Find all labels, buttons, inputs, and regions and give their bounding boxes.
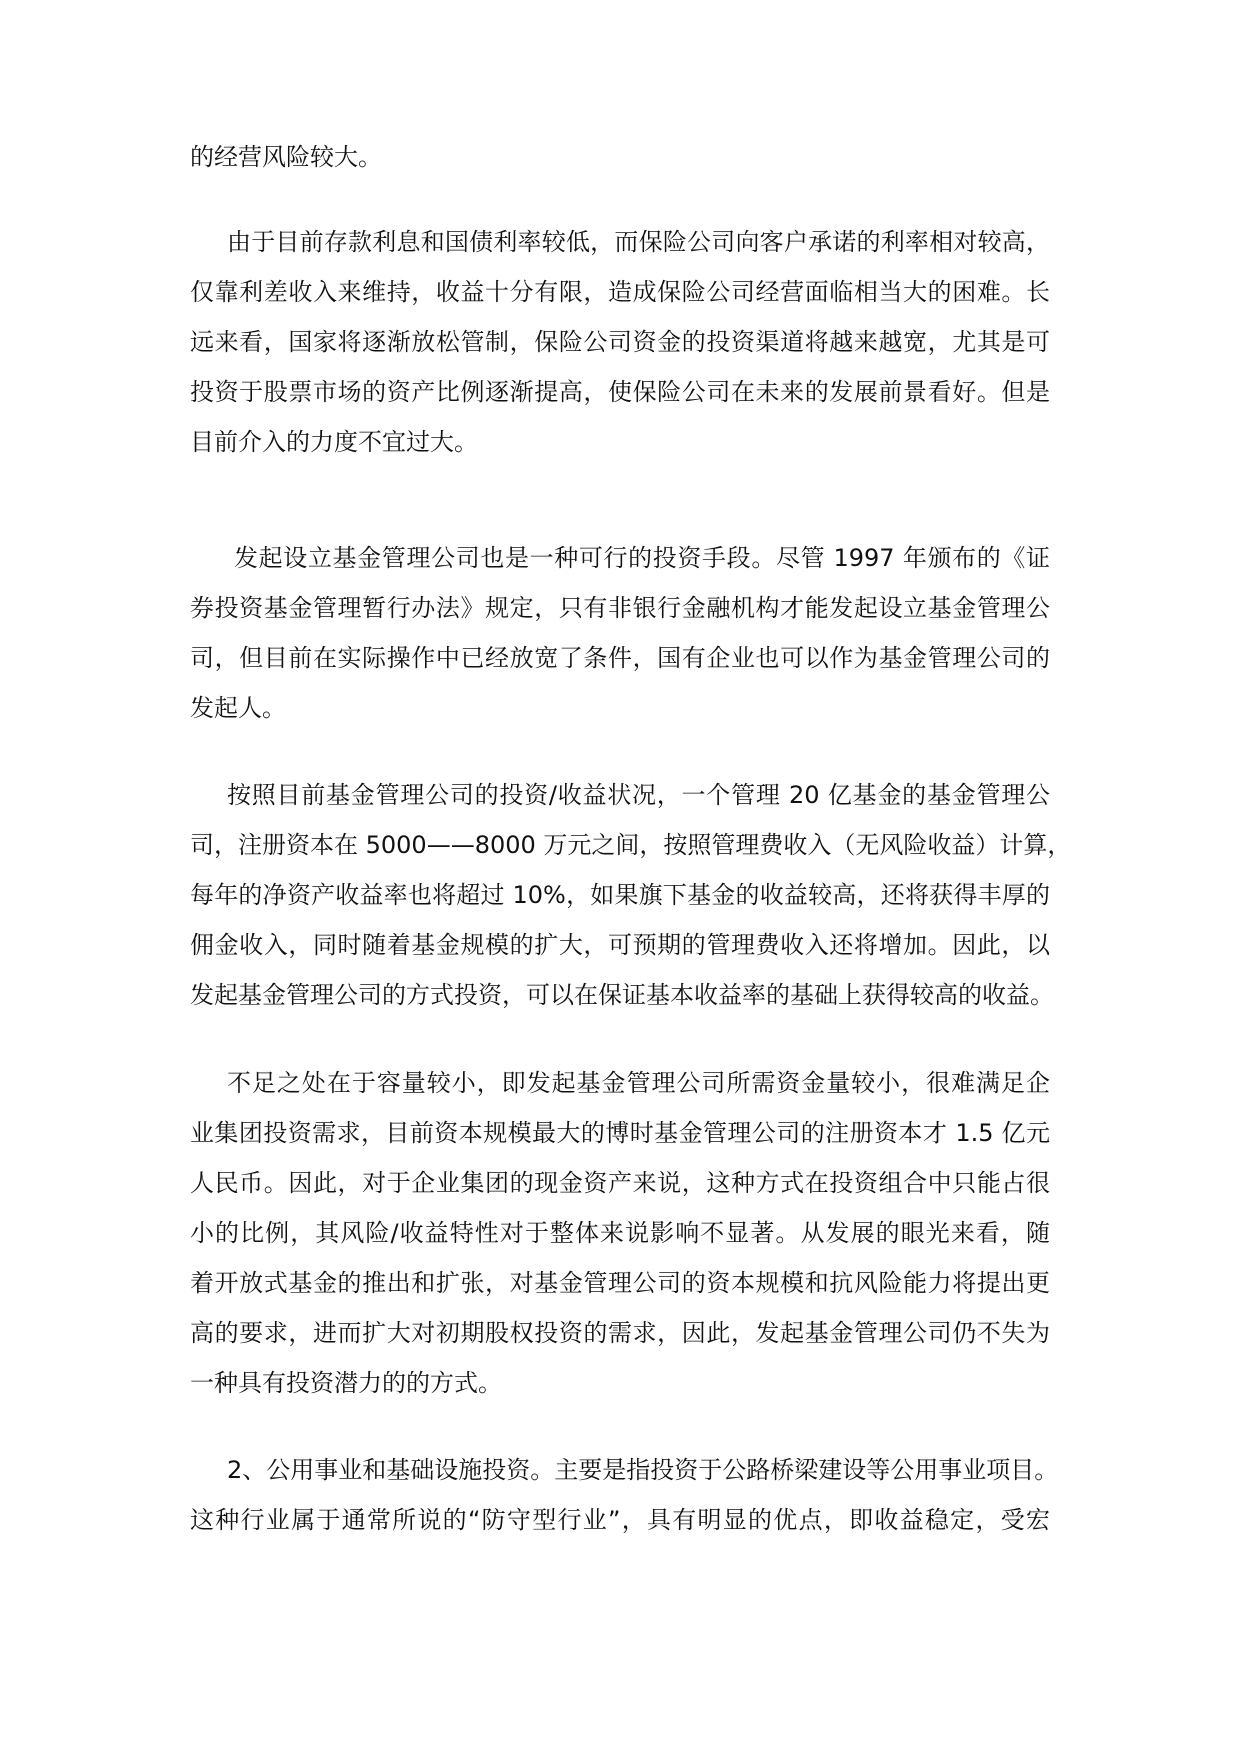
line-text: 发起基金管理公司的方式投资，可以在保证基本收益率的基础上获得较高的收益。 (190, 981, 1054, 1009)
text-line (190, 825, 1072, 865)
text-line (227, 1063, 1050, 1103)
line-text: 投资于股票市场的资产比例逐渐提高，使保险公司在未来的发展前景看好。但是 (190, 378, 1050, 406)
line-text: 仅靠利差收入来维持，收益十分有限，造成保险公司经营面临相当大的困难。长 (190, 278, 1050, 306)
text-line (190, 372, 1050, 412)
text-line (190, 137, 382, 177)
line-text: 司，但目前在实际操作中已经放宽了条件，国有企业也可以作为基金管理公司的 (190, 644, 1050, 672)
text-line (190, 422, 478, 462)
text-line (227, 775, 1050, 815)
text-line (190, 1363, 502, 1403)
line-text: 一种具有投资潜力的的方式。 (190, 1369, 502, 1397)
line-text: 券投资基金管理暂行办法》规定，只有非银行金融机构才能发起设立基金管理公 (190, 594, 1050, 622)
text-line (190, 1500, 1050, 1540)
text-line (234, 538, 1050, 578)
text-line (190, 1163, 1050, 1203)
line-text: 由于目前存款利息和国债利率较低，而保险公司向客户承诺的利率相对较高， (227, 228, 1050, 256)
line-text: 业集团投资需求，目前资本规模最大的博时基金管理公司的注册资本才 1.5 亿元 (190, 1119, 1050, 1147)
text-line (190, 688, 286, 728)
line-text: 小的比例，其风险/收益特性对于整体来说影响不显著。从发展的眼光来看，随 (190, 1219, 1050, 1247)
line-text: 佣金收入，同时随着基金规模的扩大，可预期的管理费收入还将增加。因此，以 (190, 931, 1050, 959)
text-line (190, 1313, 1050, 1353)
text-line (190, 638, 1050, 678)
line-text: 远来看，国家将逐渐放松管制，保险公司资金的投资渠道将越来越宽，尤其是可 (190, 328, 1050, 356)
text-line (190, 272, 1050, 312)
line-text: 这种行业属于通常所说的“防守型行业”，具有明显的优点，即收益稳定，受宏 (190, 1506, 1050, 1534)
line-text: 的经营风险较大。 (190, 143, 382, 171)
text-line (190, 975, 1054, 1015)
text-line (190, 925, 1050, 965)
text-line (190, 1213, 1050, 1253)
text-line (190, 322, 1050, 362)
text-line (190, 1113, 1050, 1153)
line-text: 不足之处在于容量较小，即发起基金管理公司所需资金量较小，很难满足企 (227, 1069, 1050, 1097)
line-text: 发起人。 (190, 694, 286, 722)
line-text: 每年的净资产收益率也将超过 10%，如果旗下基金的收益较高，还将获得丰厚的 (190, 881, 1050, 909)
line-text: 目前介入的力度不宜过大。 (190, 428, 478, 456)
line-text: 2、公用事业和基础设施投资。主要是指投资于公路桥梁建设等公用事业项目。 (227, 1456, 1059, 1484)
text-line (190, 875, 1050, 915)
text-line (227, 1450, 1059, 1490)
line-text: 按照目前基金管理公司的投资/收益状况，一个管理 20 亿基金的基金管理公 (227, 781, 1050, 809)
text-line (190, 1263, 1050, 1303)
line-text: 着开放式基金的推出和扩张，对基金管理公司的资本规模和抗风险能力将提出更 (190, 1269, 1050, 1297)
text-line (190, 588, 1050, 628)
line-text: 司，注册资本在 5000——8000 万元之间，按照管理费收入（无风险收益）计算， (190, 831, 1072, 859)
line-text: 人民币。因此，对于企业集团的现金资产来说，这种方式在投资组合中只能占很 (190, 1169, 1050, 1197)
text-line (227, 222, 1050, 262)
line-text: 发起设立基金管理公司也是一种可行的投资手段。尽管 1997 年颁布的《证 (234, 544, 1050, 572)
line-text: 高的要求，进而扩大对初期股权投资的需求，因此，发起基金管理公司仍不失为 (190, 1319, 1050, 1347)
